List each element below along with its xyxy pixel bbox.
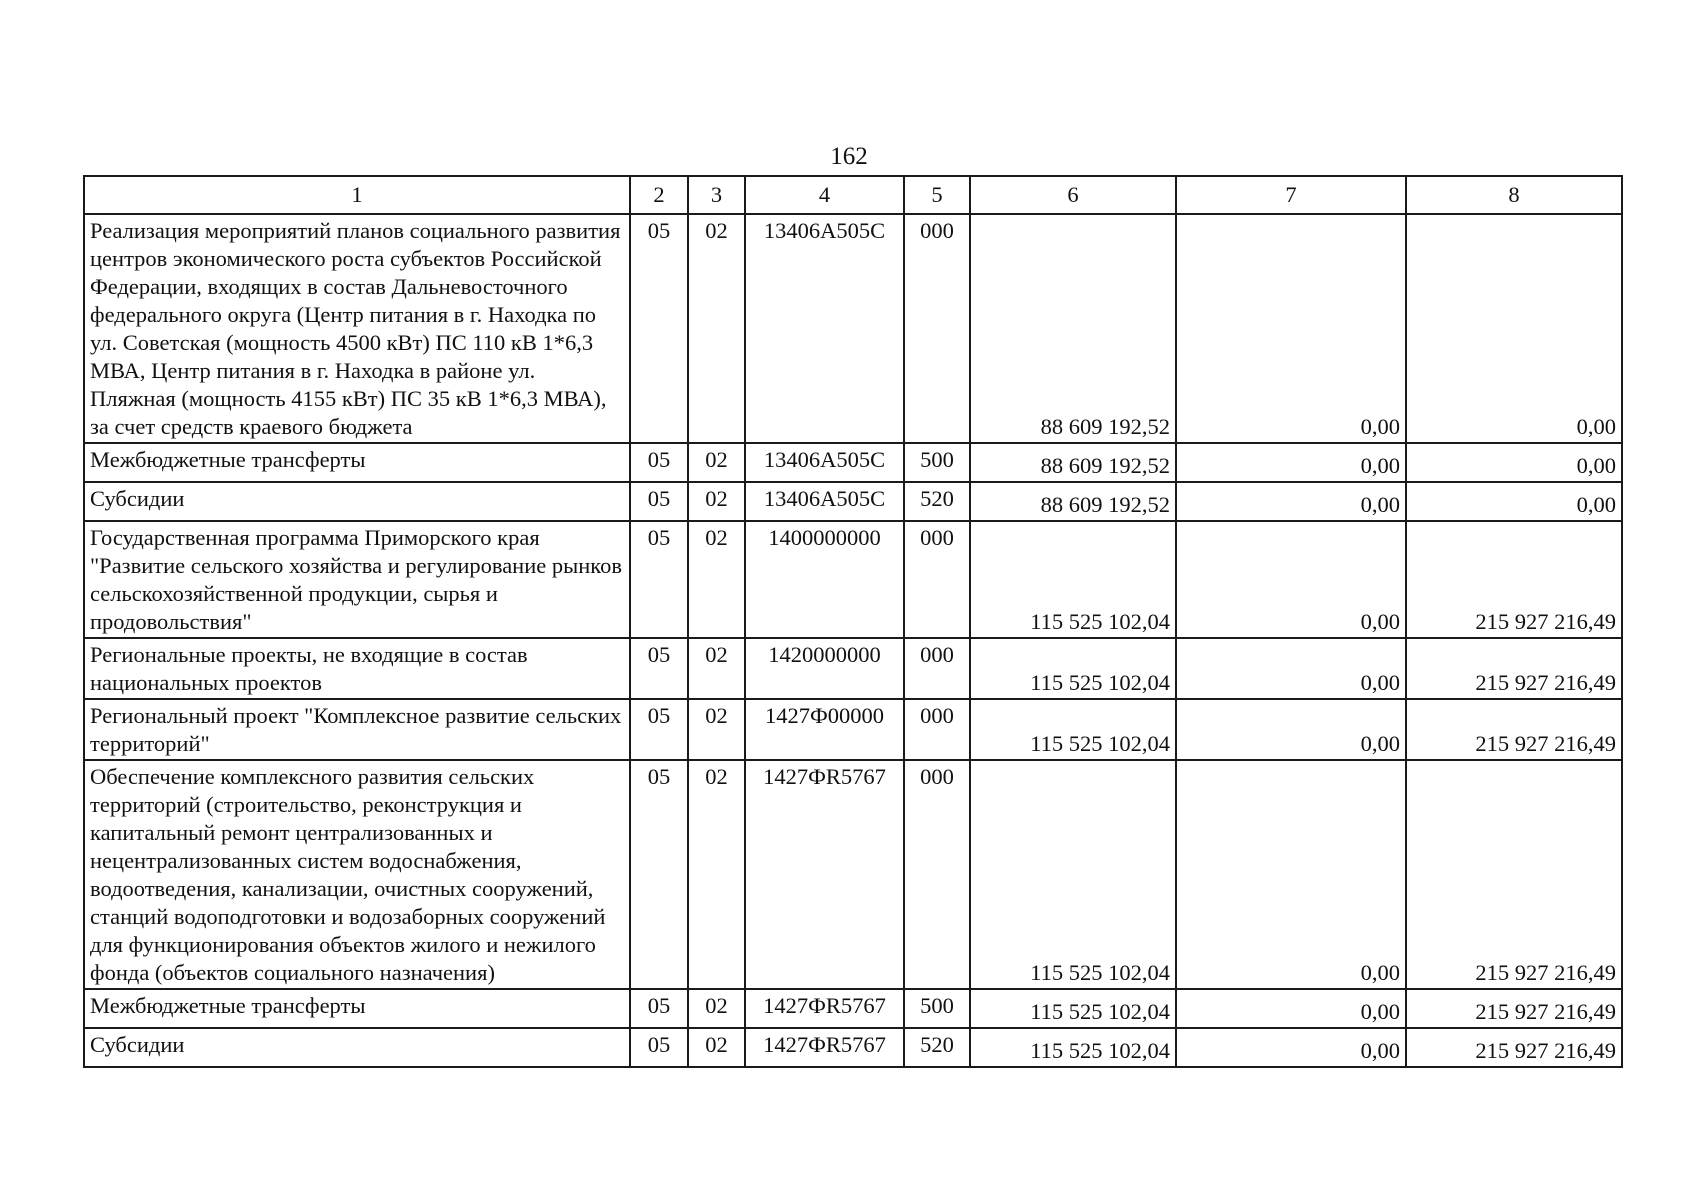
expense-type-code: 500 — [904, 989, 970, 1028]
subsection-code: 02 — [688, 1028, 745, 1067]
amount-col7: 0,00 — [1176, 760, 1406, 989]
expense-type-code: 000 — [904, 638, 970, 699]
amount-col6: 115 525 102,04 — [970, 989, 1176, 1028]
subsection-code: 02 — [688, 482, 745, 521]
subsection-code: 02 — [688, 760, 745, 989]
subsection-code: 02 — [688, 989, 745, 1028]
section-code: 05 — [630, 521, 688, 638]
amount-col7: 0,00 — [1176, 521, 1406, 638]
row-name: Региональные проекты, не входящие в состав национальных проектов — [84, 638, 630, 699]
table-row — [84, 482, 1622, 521]
section-code: 05 — [630, 214, 688, 443]
expense-type-code: 000 — [904, 760, 970, 989]
row-name: Реализация мероприятий планов социального развития центров экономического роста субъектов Российской Федерации, входящих в состав Дальневосточного федерального округа (Центр питания в г. Находка по ул. Советская (мощность 4500 кВт) ПС 110 кВ 1*6,3 МВА, Центр питания в г. Находка в районе ул. Пляжная (мощность 4155 кВт) ПС 35 кВ 1*6,3 МВА), за счет средств краевого бюджета — [84, 214, 630, 443]
row-name: Межбюджетные трансферты — [84, 443, 630, 482]
row-name: Обеспечение комплексного развития сельских территорий (строительство, реконструкция и капитальный ремонт централизованных и нецентрализованных систем водоснабжения, водоотведения, канализации, очистных сооружений, станций водоподготовки и водозаборных сооружений для функционирования объектов жилого и нежилого фонда (объектов социального назначения) — [84, 760, 630, 989]
target-article-code: 13406A505C — [745, 214, 904, 443]
section-code: 05 — [630, 482, 688, 521]
expense-type-code: 000 — [904, 214, 970, 443]
budget-table — [83, 175, 1623, 1068]
table-row — [84, 760, 1622, 989]
table-row — [84, 443, 1622, 482]
table-row — [84, 1028, 1622, 1067]
header-cell-7: 7 — [1176, 176, 1406, 214]
amount-col6: 88 609 192,52 — [970, 214, 1176, 443]
subsection-code: 02 — [688, 521, 745, 638]
amount-col6: 88 609 192,52 — [970, 482, 1176, 521]
amount-col8: 0,00 — [1406, 482, 1622, 521]
expense-type-code: 000 — [904, 521, 970, 638]
target-article-code: 1427Ф00000 — [745, 699, 904, 760]
expense-type-code: 500 — [904, 443, 970, 482]
header-cell-4: 4 — [745, 176, 904, 214]
amount-col6: 115 525 102,04 — [970, 1028, 1176, 1067]
amount-col7: 0,00 — [1176, 699, 1406, 760]
amount-col8: 0,00 — [1406, 443, 1622, 482]
subsection-code: 02 — [688, 214, 745, 443]
table-row — [84, 989, 1622, 1028]
header-cell-2: 2 — [630, 176, 688, 214]
amount-col8: 215 927 216,49 — [1406, 989, 1622, 1028]
subsection-code: 02 — [688, 638, 745, 699]
table-row — [84, 699, 1622, 760]
header-cell-3: 3 — [688, 176, 745, 214]
section-code: 05 — [630, 638, 688, 699]
target-article-code: 1427ФR5767 — [745, 1028, 904, 1067]
amount-col7: 0,00 — [1176, 214, 1406, 443]
expense-type-code: 000 — [904, 699, 970, 760]
amount-col8: 0,00 — [1406, 214, 1622, 443]
target-article-code: 1420000000 — [745, 638, 904, 699]
header-cell-5: 5 — [904, 176, 970, 214]
amount-col7: 0,00 — [1176, 443, 1406, 482]
amount-col7: 0,00 — [1176, 638, 1406, 699]
amount-col6: 115 525 102,04 — [970, 521, 1176, 638]
section-code: 05 — [630, 699, 688, 760]
row-name: Региональный проект "Комплексное развитие сельских территорий" — [84, 699, 630, 760]
table-header-row — [84, 176, 1622, 214]
amount-col8: 215 927 216,49 — [1406, 638, 1622, 699]
amount-col6: 88 609 192,52 — [970, 443, 1176, 482]
header-cell-6: 6 — [970, 176, 1176, 214]
target-article-code: 1427ФR5767 — [745, 760, 904, 989]
subsection-code: 02 — [688, 443, 745, 482]
target-article-code: 1427ФR5767 — [745, 989, 904, 1028]
target-article-code: 1400000000 — [745, 521, 904, 638]
row-name: Межбюджетные трансферты — [84, 989, 630, 1028]
header-cell-8: 8 — [1406, 176, 1622, 214]
section-code: 05 — [630, 443, 688, 482]
amount-col6: 115 525 102,04 — [970, 699, 1176, 760]
amount-col8: 215 927 216,49 — [1406, 760, 1622, 989]
amount-col6: 115 525 102,04 — [970, 760, 1176, 989]
section-code: 05 — [630, 989, 688, 1028]
table-row — [84, 638, 1622, 699]
header-cell-1: 1 — [84, 176, 630, 214]
expense-type-code: 520 — [904, 482, 970, 521]
table-row — [84, 214, 1622, 443]
row-name: Субсидии — [84, 482, 630, 521]
row-name: Субсидии — [84, 1028, 630, 1067]
amount-col7: 0,00 — [1176, 989, 1406, 1028]
section-code: 05 — [630, 760, 688, 989]
target-article-code: 13406A505C — [745, 482, 904, 521]
amount-col7: 0,00 — [1176, 482, 1406, 521]
amount-col7: 0,00 — [1176, 1028, 1406, 1067]
expense-type-code: 520 — [904, 1028, 970, 1067]
target-article-code: 13406A505C — [745, 443, 904, 482]
row-name: Государственная программа Приморского края "Развитие сельского хозяйства и регулирование рынков сельскохозяйственной продукции, сырья и продовольствия" — [84, 521, 630, 638]
page-number: 162 — [830, 143, 868, 170]
section-code: 05 — [630, 1028, 688, 1067]
table-row — [84, 521, 1622, 638]
amount-col6: 115 525 102,04 — [970, 638, 1176, 699]
subsection-code: 02 — [688, 699, 745, 760]
amount-col8: 215 927 216,49 — [1406, 699, 1622, 760]
amount-col8: 215 927 216,49 — [1406, 521, 1622, 638]
amount-col8: 215 927 216,49 — [1406, 1028, 1622, 1067]
